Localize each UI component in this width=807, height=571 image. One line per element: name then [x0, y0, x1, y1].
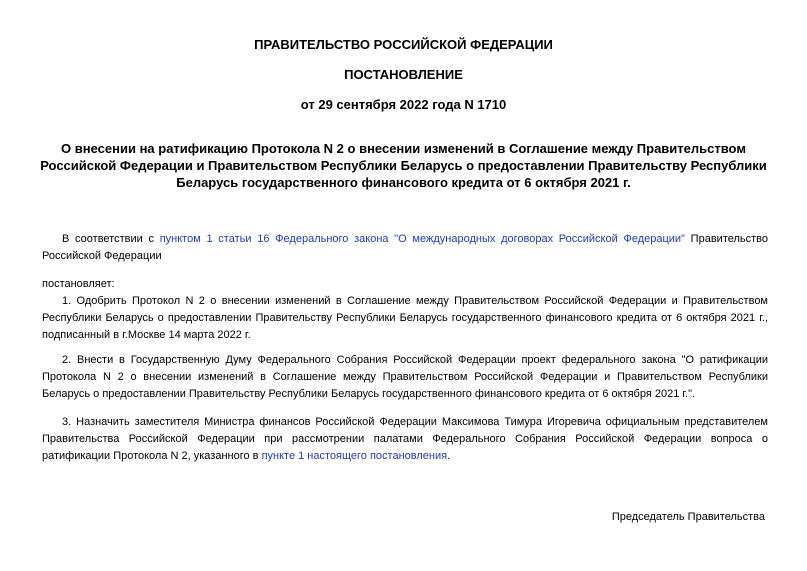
- preamble-prefix: В соответствии с: [62, 233, 160, 245]
- preamble-paragraph: [42, 231, 768, 265]
- decree-word: постановляет:: [42, 278, 115, 290]
- federal-law-link[interactable]: пунктом 1 статьи 16 Федерального закона "О международных договорах Российской Федерации": [159, 233, 685, 245]
- signature-line: Председатель Правительства: [611, 511, 765, 523]
- government-heading: ПРАВИТЕЛЬСТВО РОССИЙСКОЙ ФЕДЕРАЦИИ: [254, 37, 553, 52]
- document-type-heading: ПОСТАНОВЛЕНИЕ: [344, 67, 463, 82]
- item-3-suffix: .: [447, 450, 451, 462]
- item-2-paragraph: [42, 352, 768, 403]
- item-3-paragraph: [42, 414, 768, 465]
- item-1-paragraph: [42, 293, 768, 344]
- item-1-reference-link[interactable]: пункте 1 настоящего постановления: [261, 450, 448, 462]
- item-3-prefix: 3. Назначить заместителя Министра финансов Российской Федерации Максимова Тимура Игоревича официальным представителем Правительства Российской Федерации при рассмотрении палатами Федерального Собрания Российской Федерации вопроса о ратификации Протокола N 2, указанного в: [42, 416, 768, 462]
- date-number-heading: от 29 сентября 2022 года N 1710: [300, 97, 507, 112]
- preamble-suffix: Правительство Российской Федерации: [42, 233, 769, 262]
- document-title: О внесении на ратификацию Протокола N 2 о внесении изменений в Соглашение между Правительством Российской Федерации и Правительством Республики Беларусь о предоставлении Правительству Республики Беларусь государственного финансового кредита от 6 октября 2021 г.: [40, 141, 767, 190]
- item-2-text: 2. Внести в Государственную Думу Федерального Собрания Российской Федерации проект федерального закона "О ратификации Протокола N 2 о внесении изменений в Соглашение между Правительством Российской Федерации и Правительством Республики Беларусь о предоставлении Правительству Республики Беларусь государственного финансового кредита от 6 октября 2021 г.".: [42, 354, 768, 400]
- item-1-text: 1. Одобрить Протокол N 2 о внесении изменений в Соглашение между Правительством Российской Федерации и Правительством Республики Беларусь о предоставлении Правительству Республики Беларусь государственного финансового кредита от 6 октября 2021 г., подписанный в г.Москве 14 марта 2022 г.: [42, 295, 768, 341]
